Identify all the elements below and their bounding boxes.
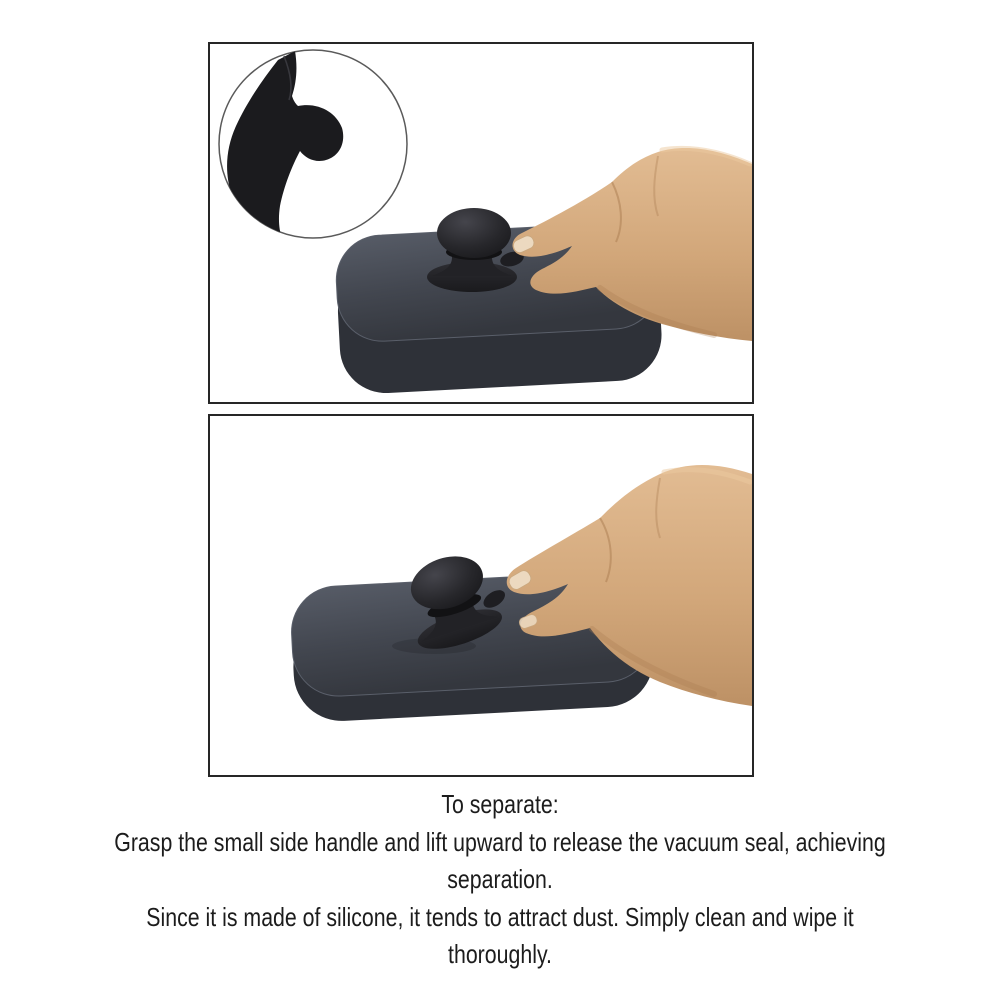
caption-line-3: Since it is made of silicone, it tends to attract dust. Simply clean and wipe it	[146, 901, 854, 932]
step-2-illustration	[210, 416, 752, 775]
caption-line-4: thoroughly.	[448, 939, 552, 969]
zoom-inset	[219, 50, 407, 238]
step-1-illustration	[210, 44, 752, 402]
photo-panel-step-1	[208, 42, 754, 404]
photo-panel-step-2	[208, 414, 754, 777]
caption	[0, 786, 1000, 974]
caption-title: To separate:	[441, 789, 559, 819]
caption-line-1: Grasp the small side handle and lift upward to release the vacuum seal, achieving	[114, 826, 886, 857]
caption-line-2: separation.	[447, 864, 553, 894]
